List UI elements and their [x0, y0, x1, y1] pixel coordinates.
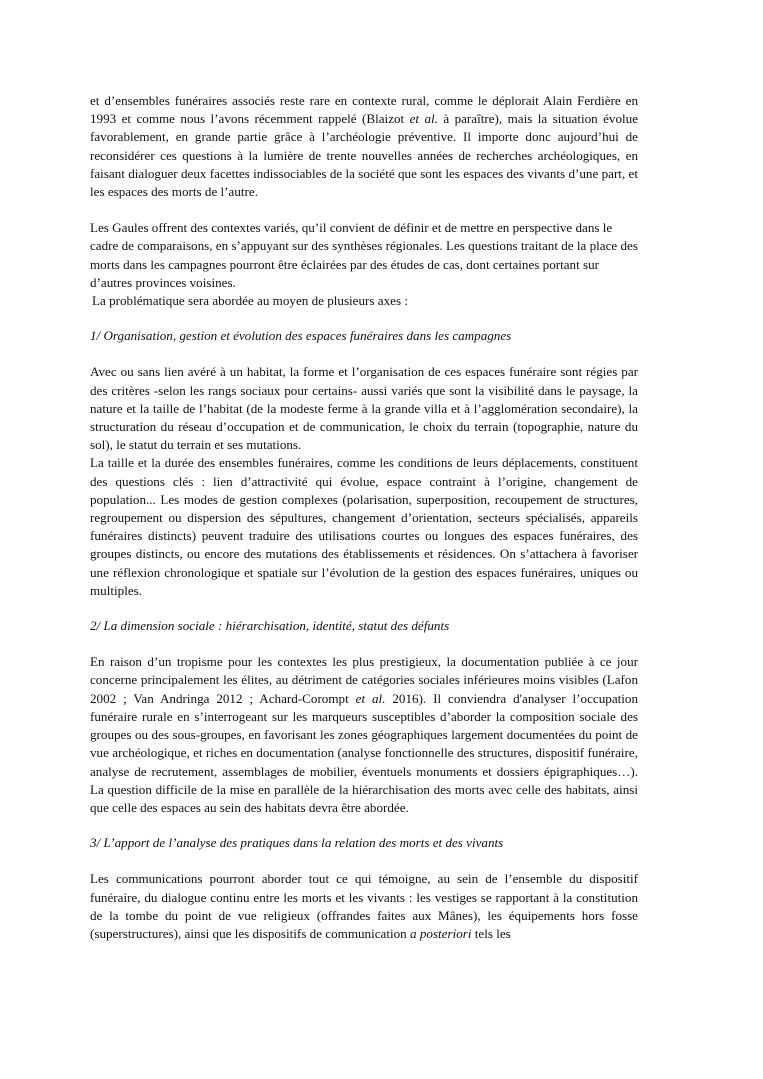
section-3-paragraph-1: [90, 870, 638, 943]
section-3-heading: 3/ L’apport de l’analyse des pratiques dans la relation des morts et des vivants: [90, 835, 504, 851]
intro-paragraph-2: Les Gaules offrent des contextes variés, qu’il convient de définir et de mettre en perspective dans le cadre de comparaisons, en s’appuyant sur des synthèses régionales. Les questions traitant de la place des morts dans les campagnes pourront être éclairées par des études de cas, dont certaines portant sur d’autres provinces voisines.: [90, 220, 638, 290]
spacer: [90, 310, 638, 327]
intro-paragraph-1-citation-em: et al.: [409, 111, 438, 127]
section-2-paragraph-1: [90, 653, 638, 817]
spacer: [90, 852, 638, 870]
section-3-paragraph-1-latin-em: a posteriori: [410, 925, 472, 941]
section-2-heading: 2/ La dimension sociale : hiérarchisation, identité, statut des défunts: [90, 618, 450, 634]
section-3-paragraph-1-text-a: Les communications pourront aborder tout ce qui témoigne, au sein de l’ensemble du dispositif funéraire, du dialogue continu entre les morts et les vivants : les vestiges se rapportant à la constitution de la tombe du point de vue religieux (offrandes faites aux Mânes), les équipements hors fosse (superstructures), ainsi que les dispositifs de communication: [90, 871, 638, 941]
section-1-heading: 1/ Organisation, gestion et évolution des espaces funéraires dans les campagnes: [90, 328, 512, 344]
section-2-paragraph-1-citation-em: et al.: [355, 690, 386, 706]
section-1-paragraph-1: Avec ou sans lien avéré à un habitat, la forme et l’organisation de ces espaces funéraire sont régies par des critères -selon les rangs sociaux pour certains- aussi variés que sont la visibilité dans le paysage, la nature et la taille de l’habitat (de la modeste ferme à la grande villa et à l’agglomération secondaire), la structuration du réseau d’occupation et de communication, le choix du terrain (topographie, nature du sol), le statut du terrain et ses mutations.: [90, 364, 638, 453]
intro-paragraph-1-text-a: et d’ensembles funéraires associés reste rare en contexte rural, comme le déplorait Alain Ferdière en 1993 et comme nous l’avons récemment rappelé (Blaizot: [90, 93, 638, 127]
spacer: [90, 817, 638, 834]
document-page: [90, 92, 638, 943]
spacer: [90, 201, 638, 219]
intro-paragraph-3: La problématique sera abordée au moyen de plusieurs axes :: [92, 293, 408, 309]
section-1-paragraph-2: La taille et la durée des ensembles funéraires, comme les conditions de leurs déplacements, constituent des questions clés : lien d’attractivité qui évolue, espace contraint à l’origine, changement de population... Les modes de gestion complexes (polarisation, superposition, recoupement de structures, regroupement ou dispersion des sépultures, changement d’orientation, secteurs spécialisés, appareils funéraires distincts) peuvent traduire des utilisations courtes ou longues des espaces funéraires, des groupes distincts, ou encore des mutations des établissements et résidences. On s’attachera à favoriser une réflexion chronologique et spatiale sur l’évolution de la gestion des espaces funéraires, uniques ou multiples.: [90, 455, 638, 598]
section-2-paragraph-1-text-a: En raison d’un tropisme pour les contextes les plus prestigieux, la documentation publiée à ce jour concerne principalement les élites, au détriment de catégories sociales inférieures moins visibles (Lafon 2002 ; Van Andringa 2012 ; Achard-Corompt: [90, 654, 638, 706]
intro-paragraph-1-text-b: à paraître), mais la situation évolue favorablement, en grande partie grâce à l’archéologie préventive. Il importe donc aujourd’hui de reconsidérer ces questions à la lumière de trente nouvelles années de recherches archéologiques, en faisant dialoguer deux facettes indissociables de la société que sont les espaces des vivants d’une part, et les espaces des morts de l’autre.: [90, 111, 639, 200]
spacer: [90, 635, 638, 653]
section-3-paragraph-1-text-b: tels les: [471, 925, 511, 941]
section-2-paragraph-1-text-b: 2016). Il conviendra d'analyser l’occupation funéraire rurale en s’interrogeant sur les marqueurs susceptibles d’aborder la composition sociale des groupes ou des sous-groupes, en favorisant les zones géographiques largement documentées du point de vue archéologique, et riches en documentation (analyse fonctionnelle des structures, dispositif funéraire, analyse de recrutement, assemblages de mobilier, éventuels monuments et dossiers épigraphiques…). La question difficile de la mise en parallèle de la hiérarchisation des morts avec celle des habitats, ainsi que celle des espaces au sein des habitats devra être abordée.: [90, 690, 638, 815]
intro-paragraph-1: [90, 92, 638, 201]
spacer: [90, 600, 638, 617]
spacer: [90, 345, 638, 363]
